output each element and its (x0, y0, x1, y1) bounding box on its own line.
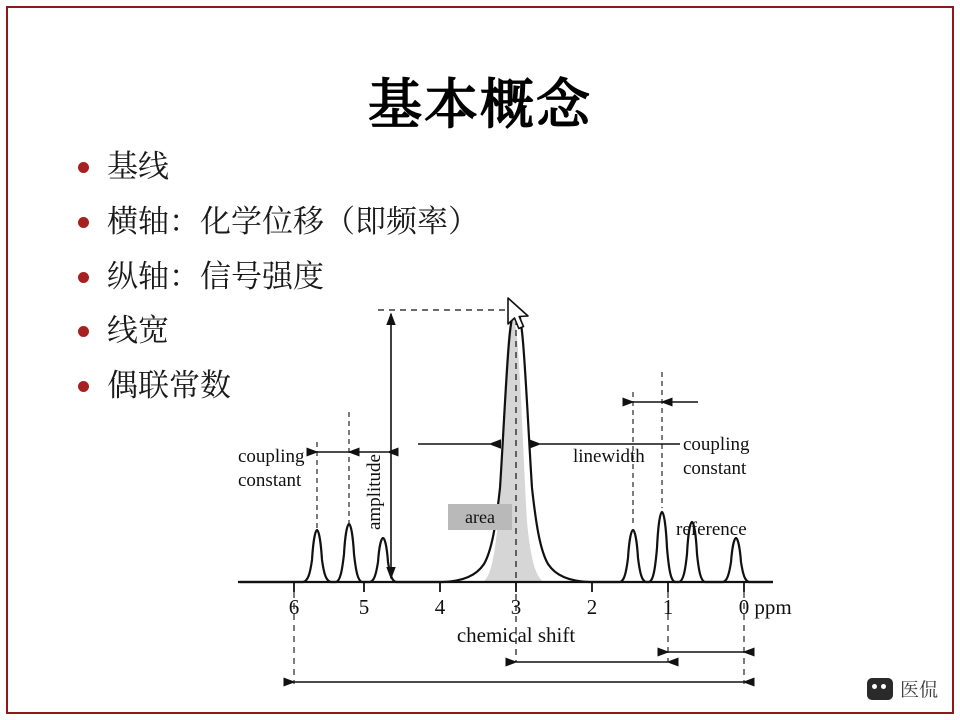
watermark (867, 675, 938, 702)
bullet-dot-icon (78, 381, 89, 392)
list-item (78, 146, 618, 189)
linewidth-label: linewidth (573, 446, 645, 467)
bullet-label: 纵轴：信号强度 (107, 258, 324, 295)
bullet-label: 线宽 (107, 313, 169, 350)
page-title: 基本概念 (368, 72, 592, 136)
coupling-right-label-line2: constant (683, 458, 747, 479)
axis-tick-label: 6 (288, 595, 300, 619)
coupling-right-label-line1: coupling (683, 434, 750, 455)
mouse-cursor-icon (506, 297, 532, 333)
axis-tick-labels (289, 595, 750, 619)
axis-tick-label: 1 (662, 595, 674, 619)
area-label: area (465, 507, 495, 527)
axis-ticks (294, 582, 744, 592)
axis-tick-label: 0 (738, 595, 750, 619)
amplitude-label: amplitude (364, 454, 385, 530)
coupling-left-label-line2: constant (238, 470, 302, 491)
bullet-dot-icon (78, 217, 89, 228)
axis-tick-label: 3 (510, 595, 522, 619)
reference-label: reference (676, 519, 747, 540)
coupling-left-label-line1: coupling (238, 446, 305, 467)
list-item (78, 201, 618, 244)
bullet-label: 基线 (107, 149, 169, 185)
bullet-dot-icon (78, 162, 89, 173)
bullet-label: 横轴：化学位移（即频率） (107, 203, 479, 240)
wechat-logo-icon (867, 678, 893, 700)
nmr-spectrum-figure (228, 292, 798, 692)
chemical-shift-label: chemical shift (456, 623, 576, 647)
bullet-dot-icon (78, 326, 89, 337)
axis-tick-label: 4 (434, 595, 446, 619)
watermark-label: 医侃 (899, 679, 938, 701)
bullet-label: 偶联常数 (107, 368, 231, 405)
bullet-dot-icon (78, 272, 89, 283)
axis-tick-label: 5 (358, 595, 370, 619)
axis-unit-label: ppm (754, 595, 792, 619)
axis-tick-label: 2 (586, 595, 598, 619)
